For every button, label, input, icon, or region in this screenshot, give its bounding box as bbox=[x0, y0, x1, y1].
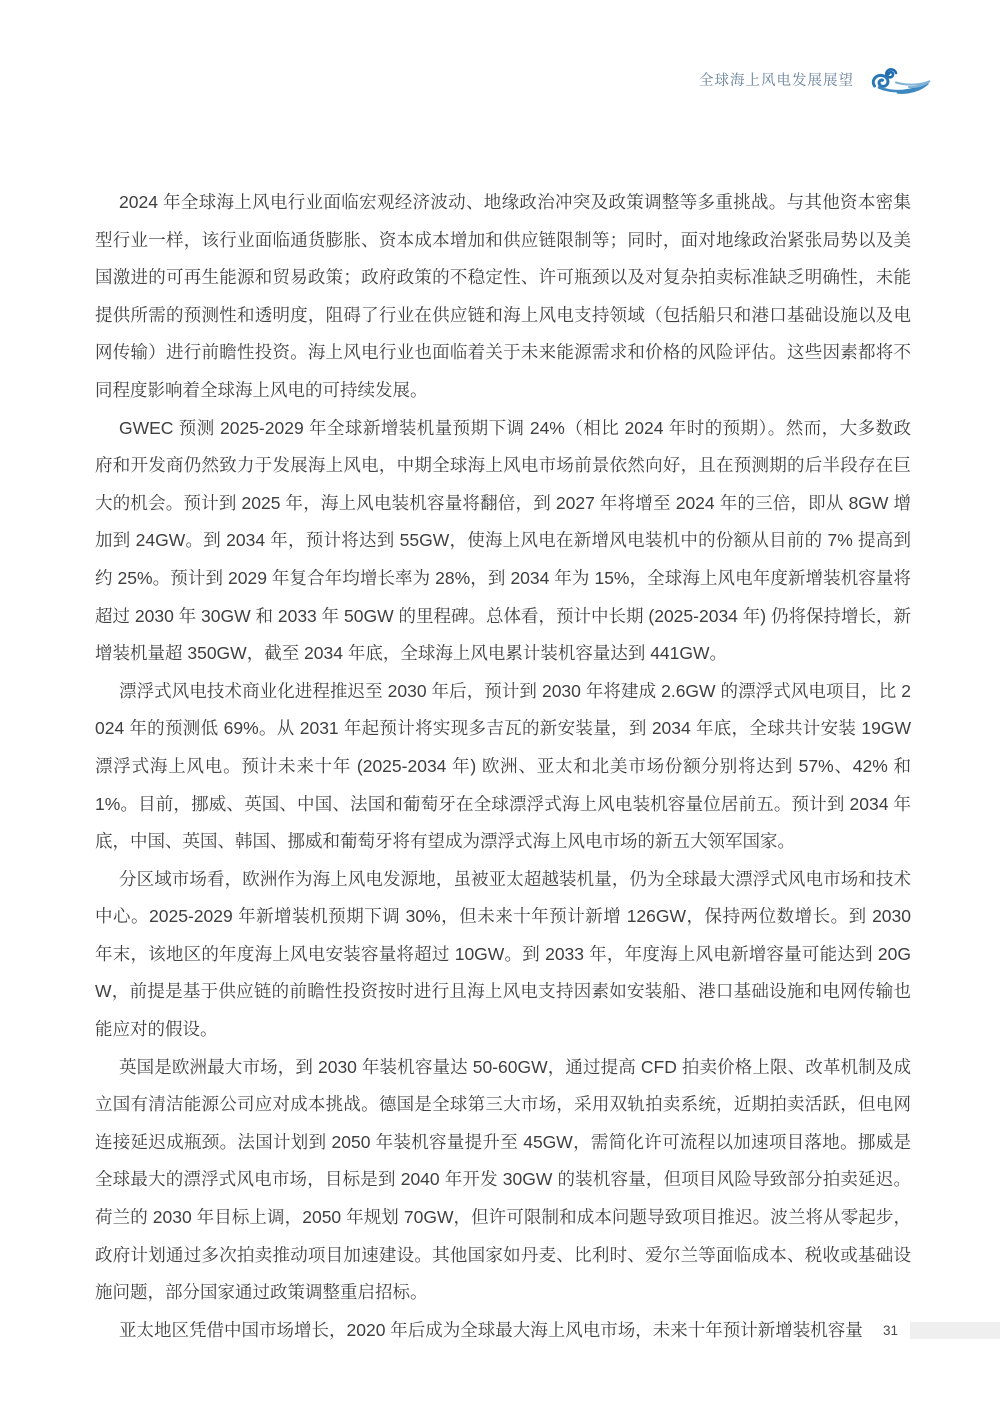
page-footer bbox=[883, 1322, 1000, 1339]
paragraph-gwec-forecast: GWEC 预测 2025-2029 年全球新增装机量预期下调 24%（相比 2024 年时的预期）。然而，大多数政府和开发商仍然致力于发展海上风电，中期全球海上风电市场前景依然向好，且在预测期的后半段存在巨大的机会。预计到 2025 年，海上风电装机容量将翻倍，到 2027 年将增至 2024 年的三倍，即从 8GW 增加到 24GW。到 2034 年，预计将达到 55GW，使海上风电在新增风电装机中的份额从目前的 7% 提高到约 25%。预计到 2029 年复合年均增长率为 28%，到 2034 年为 15%，全球海上风电年度新增装机容量将超过 2030 年 30GW 和 2033 年 50GW 的里程碑。总体看，预计中长期 (2025-2034 年) 仍将保持增长，新增装机量超 350GW，截至 2034 年底，全球海上风电累计装机容量达到 441GW。 bbox=[95, 417, 911, 664]
paragraph-asia-pacific: 亚太地区凭借中国市场增长，2020 年后成为全球最大海上风电市场，未来十年预计新增装机容量 bbox=[119, 1319, 863, 1340]
page-header bbox=[699, 60, 942, 98]
wind-wave-logo-icon bbox=[866, 60, 942, 98]
document-body bbox=[95, 184, 911, 1349]
paragraph-industry-challenges: 2024 年全球海上风电行业面临宏观经济波动、地缘政治冲突及政策调整等多重挑战。与其他资本密集型行业一样，该行业面临通货膨胀、资本成本增加和供应链限制等；同时，面对地缘政治紧张局势以及美国激进的可再生能源和贸易政策；政府政策的不稳定性、许可瓶颈以及对复杂拍卖标准缺乏明确性，未能提供所需的预测性和透明度，阻碍了行业在供应链和海上风电支持领域（包括船只和港口基础设施以及电网传输）进行前瞻性投资。海上风电行业也面临着关于未来能源需求和价格的风险评估。这些因素都将不同程度影响着全球海上风电的可持续发展。 bbox=[95, 192, 911, 400]
page-number: 31 bbox=[882, 1323, 898, 1338]
footer-decor-bar bbox=[910, 1322, 1000, 1339]
paragraph-country-markets: 英国是欧洲最大市场，到 2030 年装机容量达 50-60GW，通过提高 CFD 拍卖价格上限、改革机制及成立国有清洁能源公司应对成本挑战。德国是全球第三大市场，采用双轨拍卖系统，近期拍卖活跃，但电网连接延迟成瓶颈。法国计划到 2050 年装机容量提升至 45GW，需简化许可流程以加速项目落地。挪威是全球最大的漂浮式风电市场，目标是到 2040 年开发 30GW 的装机容量，但项目风险导致部分拍卖延迟。荷兰的 2030 年目标上调，2050 年规划 70GW，但许可限制和成本问题导致项目推迟。波兰将从零起步，政府计划通过多次拍卖推动项目加速建设。其他国家如丹麦、比利时、爱尔兰等面临成本、税收或基础设施问题，部分国家通过政策调整重启招标。 bbox=[95, 1056, 911, 1303]
header-title: 全球海上风电发展展望 bbox=[699, 72, 854, 89]
paragraph-europe-region: 分区域市场看，欧洲作为海上风电发源地，虽被亚太超越装机量，仍为全球最大漂浮式风电市场和技术中心。2025-2029 年新增装机预期下调 30%，但未来十年预计新增 126GW，保持两位数增长。到 2030 年末，该地区的年度海上风电安装容量将超过 10GW。到 2033 年，年度海上风电新增容量可能达到 20GW，前提是基于供应链的前瞻性投资按时进行且海上风电支持因素如安装船、港口基础设施和电网传输也能应对的假设。 bbox=[95, 868, 911, 1040]
paragraph-floating-wind: 漂浮式风电技术商业化进程推迟至 2030 年后，预计到 2030 年将建成 2.6GW 的漂浮式风电项目，比 2024 年的预测低 69%。从 2031 年起预计将实现多吉瓦的新安装量，到 2034 年底，全球共计安装 19GW 漂浮式海上风电。预计未来十年 (2025-2034 年) 欧洲、亚太和北美市场份额分别将达到 57%、42% 和 1%。目前，挪威、英国、中国、法国和葡萄牙在全球漂浮式海上风电装机容量位居前五。预计到 2034 年底，中国、英国、韩国、挪威和葡萄牙将有望成为漂浮式海上风电市场的新五大领军国家。 bbox=[95, 680, 911, 852]
